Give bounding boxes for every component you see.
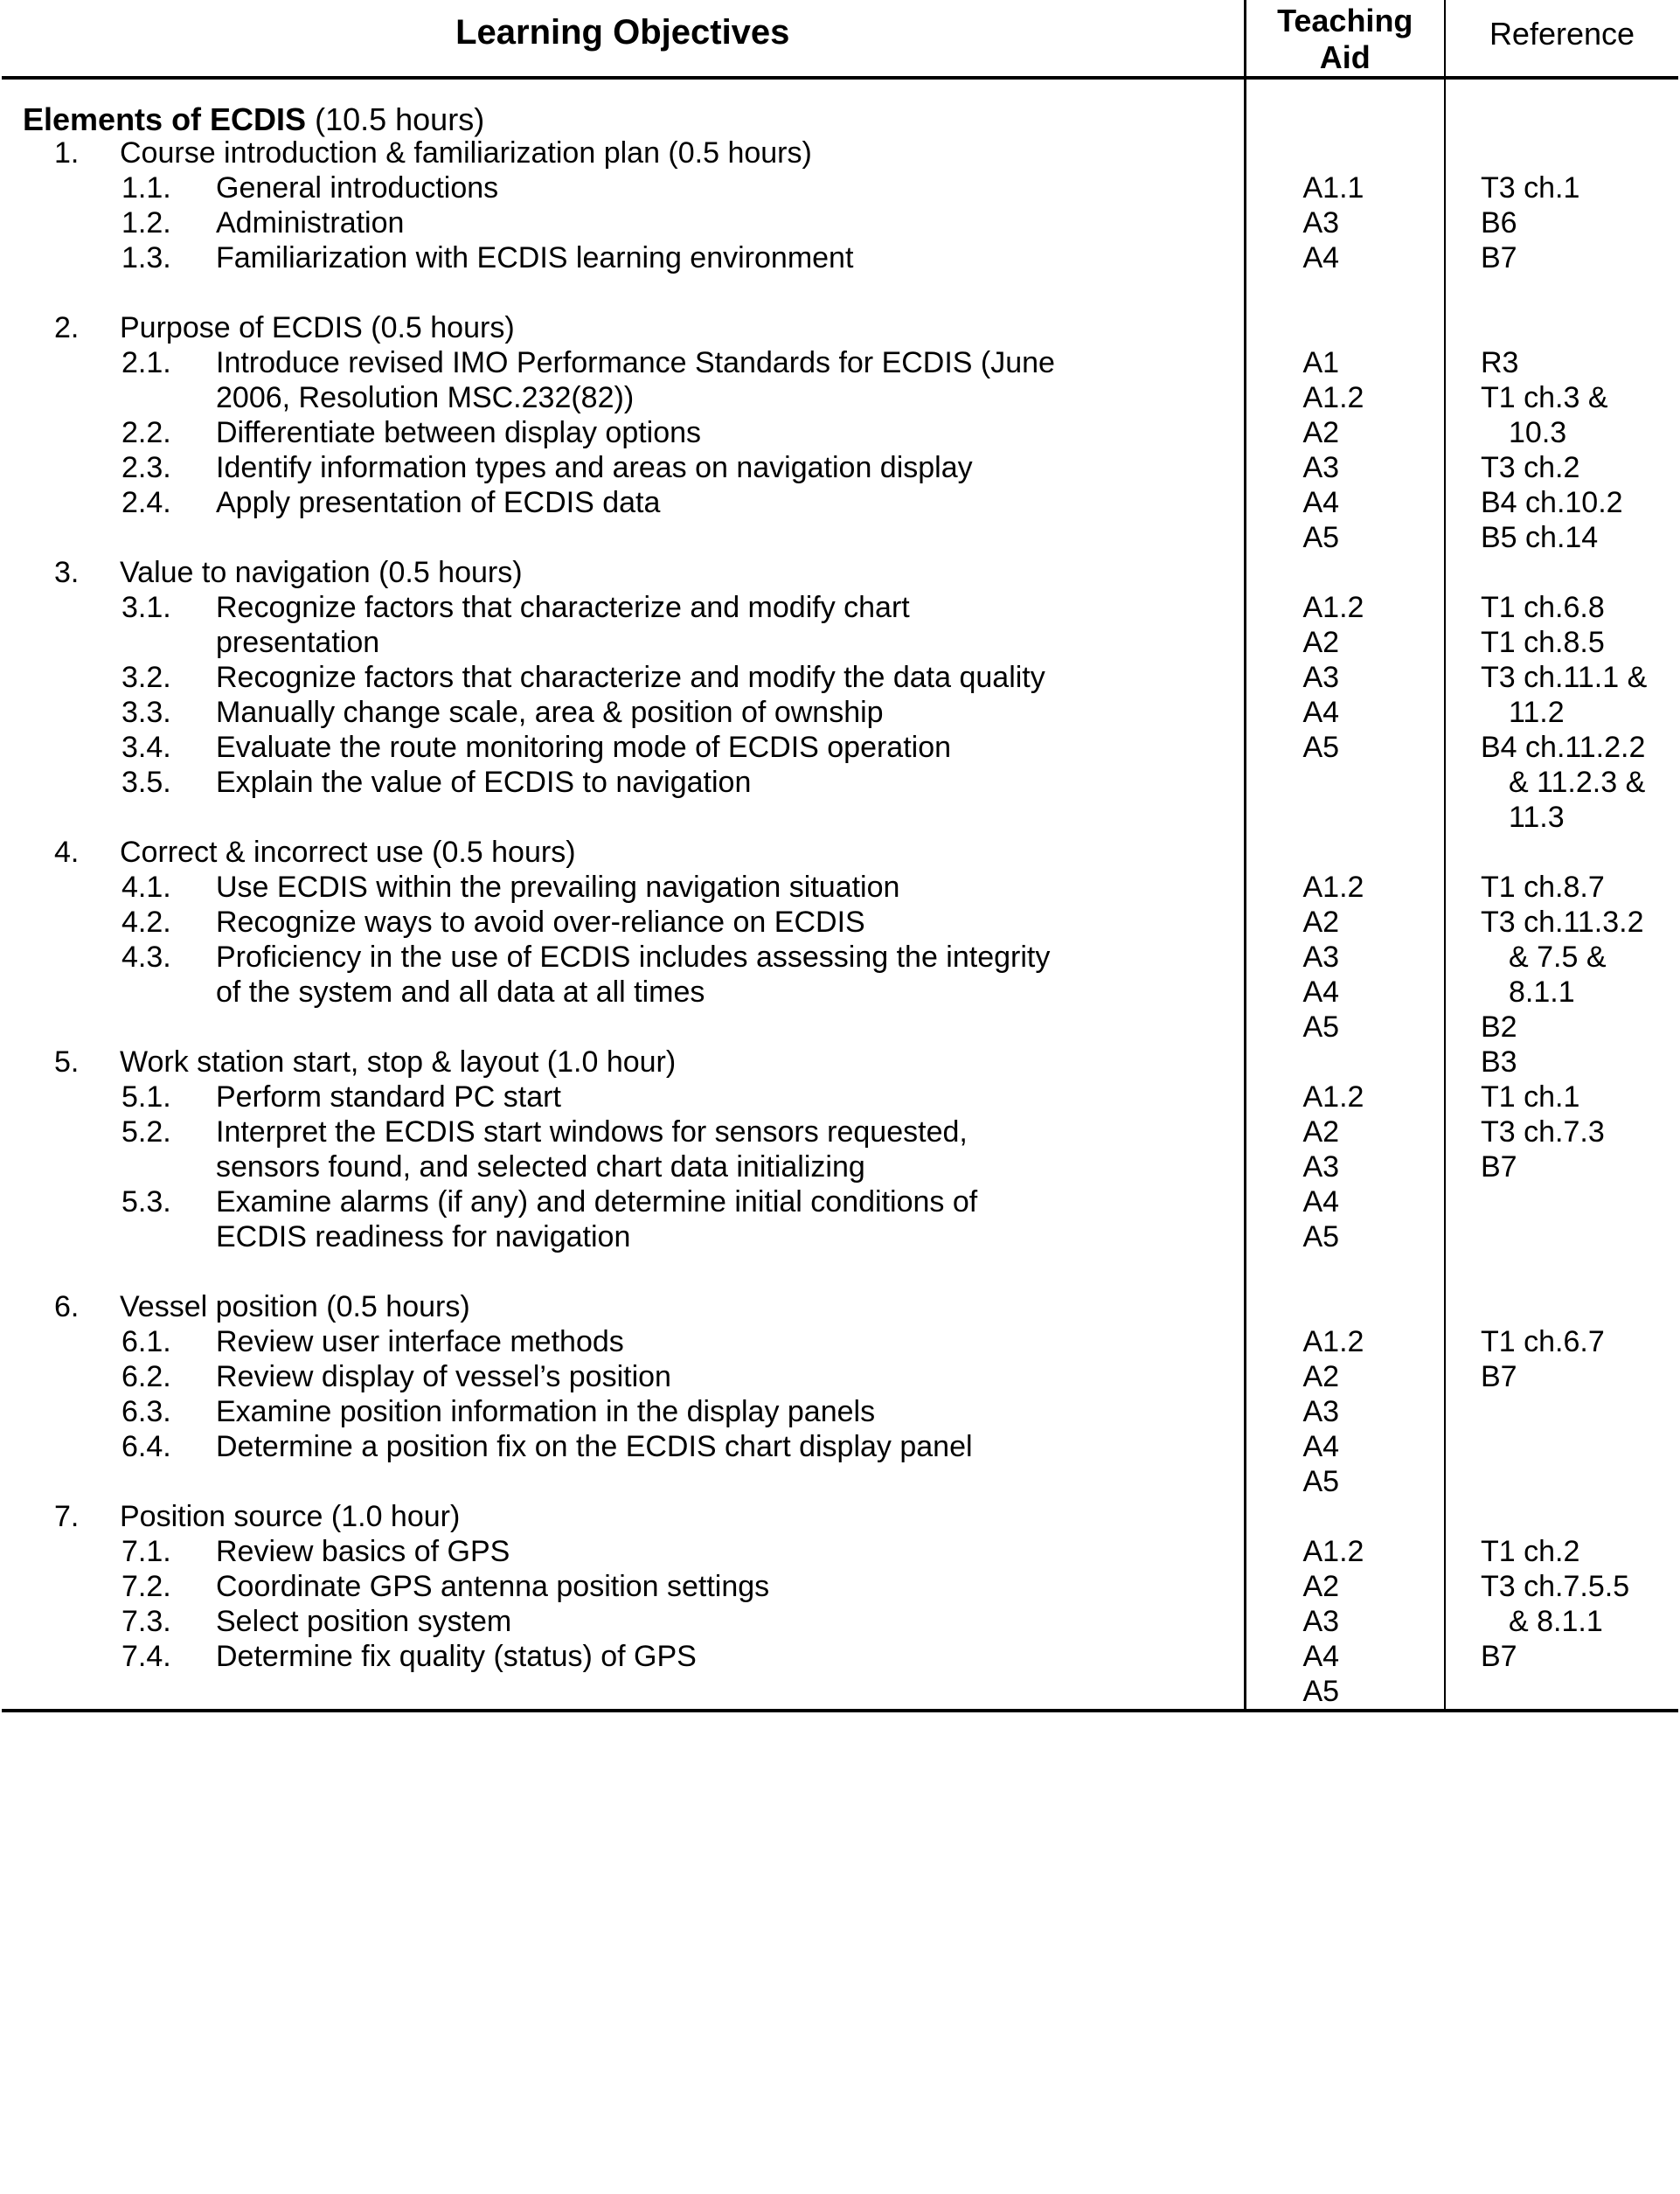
objective-item xyxy=(2,835,1244,1045)
teaching-aid-code: A3 xyxy=(1302,1604,1340,1638)
teaching-aid-code: A5 xyxy=(1302,520,1340,554)
objective-subitem-text: General introductions xyxy=(216,170,499,205)
reference-code: B7 xyxy=(1481,240,1517,274)
reference-code: T1 ch.8.7 xyxy=(1481,870,1605,904)
objective-subitem-number: 1.2. xyxy=(121,205,171,240)
reference-group xyxy=(1446,1534,1678,1674)
objective-subitem xyxy=(2,765,1244,800)
section-title xyxy=(2,80,1244,135)
teaching-aid-cell xyxy=(1245,78,1445,1711)
objective-subitem xyxy=(2,1359,1244,1394)
teaching-aid-code: A5 xyxy=(1302,730,1340,764)
teaching-aid-code: A4 xyxy=(1302,975,1340,1009)
item-spacer xyxy=(2,1464,1244,1499)
column-header-teaching-aid xyxy=(1245,0,1445,78)
teaching-aid-group xyxy=(1246,1534,1445,1709)
reference-group xyxy=(1446,870,1678,1080)
objective-subitem xyxy=(2,1324,1244,1359)
column-spacer xyxy=(1246,275,1445,345)
objective-subitem-text: Differentiate between display options xyxy=(216,415,702,449)
reference-code: T3 ch.2 xyxy=(1481,450,1580,484)
reference-code: T1 ch.1 xyxy=(1481,1080,1580,1114)
table-header-row xyxy=(2,0,1678,78)
reference-label: Reference xyxy=(1489,16,1635,52)
reference-code: T1 ch.8.5 xyxy=(1481,625,1605,659)
reference-list xyxy=(1446,80,1678,1674)
objective-subitem xyxy=(2,940,1244,975)
objectives-list xyxy=(2,135,1244,1674)
objective-subitem xyxy=(2,1114,1244,1149)
learning-objectives-cell xyxy=(2,78,1245,1711)
objective-subitem xyxy=(2,590,1244,625)
column-header-learning-objectives xyxy=(2,0,1245,78)
reference-code: 11.2 xyxy=(1509,695,1565,729)
objective-item-title xyxy=(2,1045,1244,1080)
reference-group xyxy=(1446,1324,1678,1394)
item-spacer xyxy=(2,520,1244,555)
objective-subitem-text: Select position system xyxy=(216,1604,512,1638)
objective-item-title xyxy=(2,555,1244,590)
teaching-aid-group xyxy=(1246,170,1445,275)
objective-item-number: 1. xyxy=(54,135,80,170)
teaching-aid-code: A3 xyxy=(1302,450,1340,484)
teaching-aid-code: A4 xyxy=(1302,1639,1340,1673)
objective-subitem-number: 4.1. xyxy=(121,870,171,904)
teaching-aid-code: A3 xyxy=(1302,940,1340,974)
objective-subitem-number: 2.3. xyxy=(121,450,171,484)
objective-item-text: Value to navigation (0.5 hours) xyxy=(120,555,523,589)
teaching-aid-code: A1 xyxy=(1302,345,1340,379)
item-spacer xyxy=(2,800,1244,835)
column-spacer xyxy=(1446,275,1678,345)
reference-code: B7 xyxy=(1481,1359,1517,1393)
objective-subitem-number: 3.2. xyxy=(121,660,171,694)
objective-item-text: Purpose of ECDIS (0.5 hours) xyxy=(120,310,515,344)
objective-subitem-number: 2.1. xyxy=(121,345,171,379)
teaching-aid-code: A2 xyxy=(1302,1569,1340,1603)
reference-code: T3 ch.7.5.5 xyxy=(1481,1569,1630,1603)
reference-code: & 7.5 & xyxy=(1509,940,1607,974)
reference-code: T1 ch.3 & xyxy=(1481,380,1608,414)
objective-subitem xyxy=(2,1184,1244,1219)
objective-subitem-number: 5.3. xyxy=(121,1184,171,1219)
objective-subitem-text: Introduce revised IMO Performance Standards for ECDIS (June xyxy=(216,345,1055,379)
teaching-aid-code: A5 xyxy=(1302,1464,1340,1498)
teaching-aid-code: A2 xyxy=(1302,625,1340,659)
objective-subitem xyxy=(2,485,1244,520)
objective-subitem-text: Proficiency in the use of ECDIS includes assessing the integrity xyxy=(216,940,1051,974)
objective-subitem-text: Recognize ways to avoid over-reliance on ECDIS xyxy=(216,905,865,939)
objective-subitem-text: Manually change scale, area & position of ownship xyxy=(216,695,884,729)
teaching-aid-code: A2 xyxy=(1302,415,1340,449)
reference-code: T1 ch.2 xyxy=(1481,1534,1580,1568)
objective-item-number: 6. xyxy=(54,1289,80,1323)
objective-subitem-number: 3.5. xyxy=(121,765,171,799)
teaching-aid-code: A2 xyxy=(1302,1114,1340,1149)
objective-subitem-text: Review user interface methods xyxy=(216,1324,624,1358)
teaching-aid-list xyxy=(1246,80,1445,1709)
objective-subitem-text: Identify information types and areas on navigation display xyxy=(216,450,973,484)
reference-cell xyxy=(1445,78,1678,1711)
column-spacer xyxy=(1446,1394,1678,1534)
objective-item-text: Vessel position (0.5 hours) xyxy=(120,1289,470,1323)
column-spacer xyxy=(1246,765,1445,870)
objective-subitem-text: Apply presentation of ECDIS data xyxy=(216,485,661,519)
column-spacer xyxy=(1446,555,1678,590)
teaching-aid-code: A1.2 xyxy=(1302,870,1364,904)
objective-subitem xyxy=(2,1080,1244,1114)
reference-group xyxy=(1446,345,1678,555)
objective-subitem-number: 7.4. xyxy=(121,1639,171,1673)
teaching-aid-label-line2: Aid xyxy=(1319,38,1371,75)
objective-subitem xyxy=(2,695,1244,730)
teaching-aid-code: A3 xyxy=(1302,205,1340,240)
reference-code: B6 xyxy=(1481,205,1517,240)
objective-subitem-number: 7.2. xyxy=(121,1569,171,1603)
objective-item-number: 2. xyxy=(54,310,80,344)
objective-item-number: 5. xyxy=(54,1045,80,1079)
column-spacer xyxy=(1246,1499,1445,1534)
reference-code: B4 ch.11.2.2 xyxy=(1481,730,1646,764)
teaching-aid-group xyxy=(1246,590,1445,765)
objective-item-number: 7. xyxy=(54,1499,80,1533)
objective-subitem-text: Explain the value of ECDIS to navigation xyxy=(216,765,752,799)
objective-subitem xyxy=(2,1604,1244,1639)
objective-item-text: Work station start, stop & layout (1.0 hour) xyxy=(120,1045,677,1079)
reference-code: T3 ch.11.1 & xyxy=(1481,660,1648,694)
reference-code: T1 ch.6.7 xyxy=(1481,1324,1605,1358)
reference-code: B3 xyxy=(1481,1045,1517,1079)
teaching-aid-group xyxy=(1246,1324,1445,1499)
objective-subitem xyxy=(2,1569,1244,1604)
reference-group xyxy=(1446,1080,1678,1184)
objective-subitem-continuation: ECDIS readiness for navigation xyxy=(216,1219,631,1253)
objective-item xyxy=(2,555,1244,835)
teaching-aid-code: A5 xyxy=(1302,1010,1340,1044)
reference-code: T1 ch.6.8 xyxy=(1481,590,1605,624)
teaching-aid-code: A2 xyxy=(1302,905,1340,939)
objective-subitem-number: 4.3. xyxy=(121,940,171,974)
objective-subitem-number: 2.2. xyxy=(121,415,171,449)
objective-subitem-continuation: of the system and all data at all times xyxy=(216,975,705,1009)
objective-item-text: Course introduction & familiarization plan (0.5 hours) xyxy=(120,135,812,170)
reference-code: T3 ch.1 xyxy=(1481,170,1580,205)
reference-code: & 11.2.3 & xyxy=(1509,765,1646,799)
objective-subitem-text: Determine a position fix on the ECDIS chart display panel xyxy=(216,1429,973,1463)
section-title-hours: (10.5 hours) xyxy=(306,101,485,137)
reference-code: B7 xyxy=(1481,1639,1517,1673)
item-spacer xyxy=(2,1254,1244,1289)
reference-code: B4 ch.10.2 xyxy=(1481,485,1623,519)
teaching-aid-code: A5 xyxy=(1302,1219,1340,1253)
teaching-aid-code: A1.1 xyxy=(1302,170,1364,205)
reference-code: B5 ch.14 xyxy=(1481,520,1599,554)
objective-subitem-number: 6.3. xyxy=(121,1394,171,1428)
column-spacer xyxy=(1446,835,1678,870)
objective-item-text: Correct & incorrect use (0.5 hours) xyxy=(120,835,576,869)
objective-subitem xyxy=(2,240,1244,275)
teaching-aid-code: A4 xyxy=(1302,240,1340,274)
objective-item-title xyxy=(2,835,1244,870)
teaching-aid-code: A3 xyxy=(1302,1149,1340,1184)
objective-subitem-number: 6.2. xyxy=(121,1359,171,1393)
column-spacer xyxy=(1446,1184,1678,1324)
reference-code: 10.3 xyxy=(1509,415,1567,449)
teaching-aid-code: A3 xyxy=(1302,1394,1340,1428)
item-spacer xyxy=(2,1010,1244,1045)
objective-subitem xyxy=(2,1394,1244,1429)
table-body-row xyxy=(2,78,1678,1711)
objective-item xyxy=(2,310,1244,555)
reference-code: B7 xyxy=(1481,1149,1517,1184)
objective-subitem xyxy=(2,170,1244,205)
objective-subitem-text: Interpret the ECDIS start windows for sensors requested, xyxy=(216,1114,968,1149)
objective-subitem-text: Evaluate the route monitoring mode of ECDIS operation xyxy=(216,730,952,764)
objective-subitem-text: Coordinate GPS antenna position settings xyxy=(216,1569,770,1603)
teaching-aid-label-line1: Teaching xyxy=(1277,3,1413,38)
objective-item-title xyxy=(2,1499,1244,1534)
teaching-aid-code: A1.2 xyxy=(1302,380,1364,414)
teaching-aid-group xyxy=(1246,870,1445,1045)
objective-subitem-number: 3.1. xyxy=(121,590,171,624)
objective-subitem-number: 4.2. xyxy=(121,905,171,939)
teaching-aid-group xyxy=(1246,345,1445,555)
objective-subitem xyxy=(2,1534,1244,1569)
objective-subitem xyxy=(2,870,1244,905)
reference-code: 11.3 xyxy=(1509,800,1565,834)
reference-group xyxy=(1446,170,1678,275)
objective-item xyxy=(2,135,1244,310)
objective-subitem-continuation: presentation xyxy=(216,625,380,659)
column-spacer xyxy=(1246,80,1445,170)
reference-group xyxy=(1446,590,1678,835)
objective-subitem xyxy=(2,450,1244,485)
objective-subitem xyxy=(2,660,1244,695)
objective-subitem-text: Review display of vessel’s position xyxy=(216,1359,671,1393)
objective-subitem-number: 5.1. xyxy=(121,1080,171,1114)
objective-subitem-number: 5.2. xyxy=(121,1114,171,1149)
teaching-aid-code: A4 xyxy=(1302,485,1340,519)
objective-subitem xyxy=(2,205,1244,240)
objective-item xyxy=(2,1045,1244,1289)
objective-subitem-continuation: sensors found, and selected chart data initializing xyxy=(216,1149,865,1184)
section-title-bold: Elements of ECDIS xyxy=(23,101,307,137)
objective-subitem-text: Administration xyxy=(216,205,405,240)
objective-subitem-text: Perform standard PC start xyxy=(216,1080,561,1114)
teaching-aid-code: A3 xyxy=(1302,660,1340,694)
objective-subitem xyxy=(2,905,1244,940)
objective-subitem xyxy=(2,730,1244,765)
column-spacer xyxy=(1446,80,1678,170)
syllabus-table xyxy=(2,0,1678,1712)
objective-subitem-text: Examine position information in the display panels xyxy=(216,1394,876,1428)
teaching-aid-code: A4 xyxy=(1302,695,1340,729)
teaching-aid-group xyxy=(1246,1080,1445,1254)
teaching-aid-code: A4 xyxy=(1302,1429,1340,1463)
teaching-aid-code: A1.2 xyxy=(1302,1324,1364,1358)
objective-subitem-text: Familiarization with ECDIS learning environment xyxy=(216,240,854,274)
reference-code: B2 xyxy=(1481,1010,1517,1044)
objective-subitem-text: Recognize factors that characterize and modify chart xyxy=(216,590,910,624)
teaching-aid-code: A1.2 xyxy=(1302,590,1364,624)
objective-subitem-text: Use ECDIS within the prevailing navigation situation xyxy=(216,870,900,904)
objective-subitem-number: 6.1. xyxy=(121,1324,171,1358)
objective-subitem xyxy=(2,345,1244,380)
objective-subitem-number: 1.3. xyxy=(121,240,171,274)
column-header-reference xyxy=(1445,0,1678,78)
objective-item xyxy=(2,1289,1244,1499)
objective-subitem-number: 7.3. xyxy=(121,1604,171,1638)
reference-code: 8.1.1 xyxy=(1509,975,1575,1009)
teaching-aid-code: A5 xyxy=(1302,1674,1340,1708)
objective-item xyxy=(2,1499,1244,1674)
reference-code: T3 ch.7.3 xyxy=(1481,1114,1605,1149)
reference-code: T3 ch.11.3.2 xyxy=(1481,905,1644,939)
column-spacer xyxy=(1246,1254,1445,1324)
objective-item-title xyxy=(2,135,1244,170)
item-spacer xyxy=(2,275,1244,310)
reference-code: R3 xyxy=(1481,345,1519,379)
objective-item-number: 4. xyxy=(54,835,80,869)
objective-item-number: 3. xyxy=(54,555,80,589)
objective-subitem-continuation: 2006, Resolution MSC.232(82)) xyxy=(216,380,635,414)
objective-item-text: Position source (1.0 hour) xyxy=(120,1499,461,1533)
objective-subitem xyxy=(2,415,1244,450)
teaching-aid-code: A1.2 xyxy=(1302,1080,1364,1114)
column-spacer xyxy=(1246,1045,1445,1080)
teaching-aid-code: A2 xyxy=(1302,1359,1340,1393)
objective-subitem-text: Recognize factors that characterize and modify the data quality xyxy=(216,660,1045,694)
objective-item-title xyxy=(2,1289,1244,1324)
objective-subitem-text: Determine fix quality (status) of GPS xyxy=(216,1639,697,1673)
teaching-aid-code: A4 xyxy=(1302,1184,1340,1219)
teaching-aid-code: A1.2 xyxy=(1302,1534,1364,1568)
objective-subitem-number: 6.4. xyxy=(121,1429,171,1463)
objective-subitem-number: 7.1. xyxy=(121,1534,171,1568)
objective-subitem xyxy=(2,1639,1244,1674)
reference-code: & 8.1.1 xyxy=(1509,1604,1603,1638)
objective-item-title xyxy=(2,310,1244,345)
objective-subitem-number: 3.4. xyxy=(121,730,171,764)
objective-subitem-number: 1.1. xyxy=(121,170,171,205)
objective-subitem-number: 2.4. xyxy=(121,485,171,519)
column-spacer xyxy=(1246,555,1445,590)
objective-subitem-text: Examine alarms (if any) and determine initial conditions of xyxy=(216,1184,978,1219)
objective-subitem xyxy=(2,1429,1244,1464)
objective-subitem-number: 3.3. xyxy=(121,695,171,729)
objective-subitem-text: Review basics of GPS xyxy=(216,1534,510,1568)
learning-objectives-label: Learning Objectives xyxy=(455,13,790,52)
